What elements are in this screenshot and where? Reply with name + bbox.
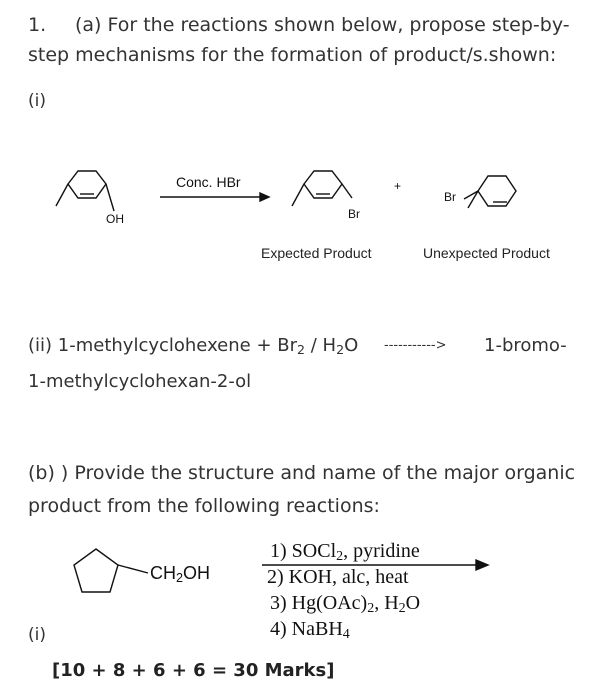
product1-methyl [292,184,304,206]
part-ii-arrow: -----------> [384,338,447,353]
product1-br-label: Br [348,207,360,221]
cyclopentane-substituent-bond [118,565,148,573]
reactant-methyl [56,184,68,206]
part-ii-product-start: 1-bromo- [484,335,567,356]
product2-br-label: Br [444,190,456,204]
cyclopentane-ring [74,549,118,592]
reactant-c-oh-bond [106,184,114,211]
reagent-step-2: 2) KOH, alc, heat [267,566,409,588]
expected-product-label: Expected Product [261,245,372,261]
part-b-i-label: (i) [28,625,46,645]
reagent-step-4: 4) NaBH$_4$ [270,618,350,642]
ch2oh-substituent: $CH_2OH$ [150,563,211,585]
reagent-step-1: 1) SOCl$_2$, pyridine [270,540,420,564]
part-b-line2: product from the following reactions: [28,495,380,517]
question-text-line1: (a) For the reactions shown below, propose step-by- [75,14,570,36]
question-number: 1. [28,14,47,36]
part-ii-line2: 1-methylcyclohexan-2-ol [28,371,252,392]
marks-total: [10 + 8 + 6 + 6 = 30 Marks] [52,660,335,681]
question-text-line2: step mechanisms for the formation of product/s.shown: [28,44,557,66]
reaction-b-arrow-head [476,560,488,570]
reactant-oh-label: OH [106,212,124,226]
part-i-label: (i) [28,91,46,111]
plus-sign: + [394,179,402,193]
part-ii-line1: (ii) 1-methylcyclohexene + $Br_2 / H_2O$ [28,335,359,357]
product1-c-br-bond [342,184,352,198]
part-b-line1: (b) ) Provide the structure and name of the major organic [28,462,576,484]
unexpected-product-label: Unexpected Product [423,245,550,261]
reagent-label: Conc. HBr [176,174,241,190]
reaction-arrow-head [260,193,269,201]
reagent-step-3: 3) $Hg(OAc)_2$, $H_2O$ [270,592,421,616]
